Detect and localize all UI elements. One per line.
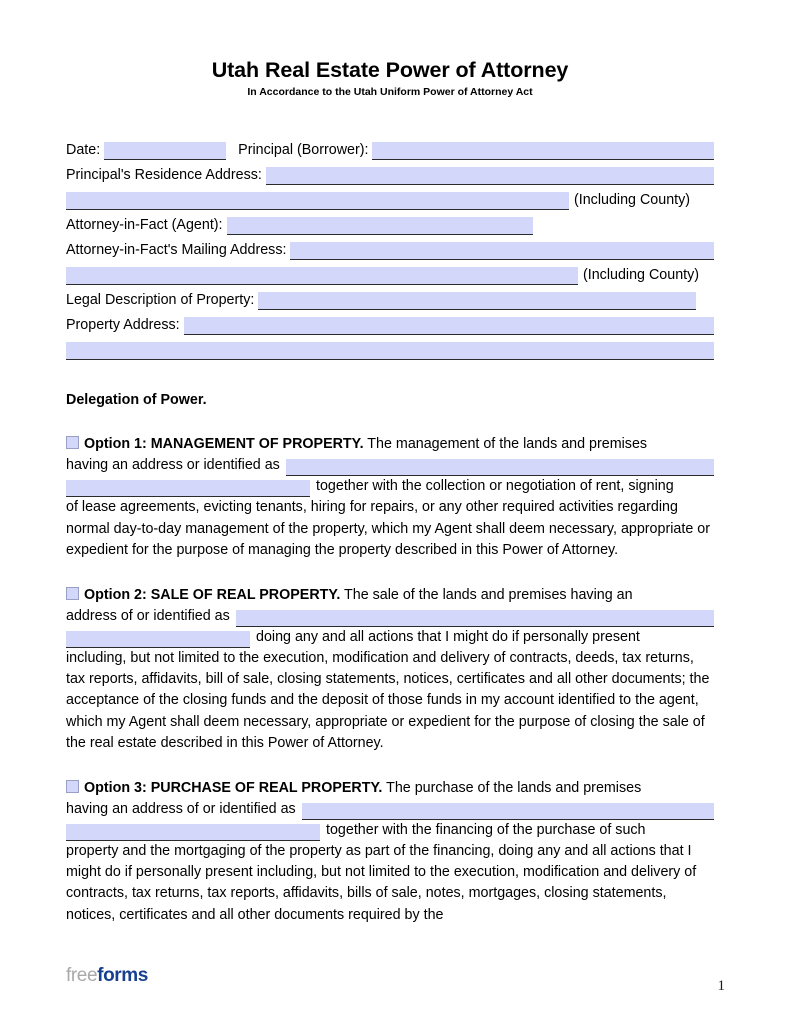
option-2-block — [66, 585, 714, 754]
option-2-third-line — [66, 627, 714, 648]
option-3-title: Option 3: PURCHASE OF REAL PROPERTY. — [84, 779, 383, 796]
option-3-first-line — [66, 778, 714, 799]
form-row-agent-mailing-2 — [66, 260, 714, 285]
freeforms-logo — [66, 964, 148, 988]
option-2-lead: The sale of the lands and premises having an — [340, 586, 633, 603]
option-3-checkbox[interactable] — [66, 780, 79, 793]
option-3-body: property and the mortgaging of the property as part of the financing, doing any and all actions that I might do if personally present including, but not limited to the execution, modification and delivery of contracts, tax returns, tax reports, affidavits, bills of sale, notes, mortgages, closing statements, notices, certificates and all other documents required by the — [66, 842, 697, 923]
page-subtitle: In Accordance to the Utah Uniform Power of Attorney Act — [247, 85, 533, 98]
title-block — [66, 0, 714, 98]
option-3-block — [66, 778, 714, 926]
option-2-address-input-line2[interactable] — [66, 631, 250, 648]
date-label: Date: — [66, 142, 101, 159]
principal-input[interactable] — [372, 142, 714, 160]
option-3-line2-text: having an address of or identified as — [66, 800, 296, 817]
form-fields-block — [66, 135, 714, 360]
option-1-address-input-line2[interactable] — [66, 480, 310, 497]
legal-description-input[interactable] — [258, 292, 696, 310]
form-row-residence-address-2 — [66, 185, 714, 210]
option-1-second-line — [66, 455, 714, 476]
option-3-lead: The purchase of the lands and premises — [382, 779, 642, 796]
option-1-address-input[interactable] — [286, 459, 714, 476]
form-row-legal-description — [66, 285, 714, 310]
form-row-residence-address — [66, 160, 714, 185]
form-row-date-principal — [66, 135, 714, 160]
option-2-address-input[interactable] — [236, 610, 714, 627]
principal-label: Principal (Borrower): — [238, 142, 369, 159]
agent-mailing-input[interactable] — [290, 242, 714, 260]
option-1-title: Option 1: MANAGEMENT OF PROPERTY. — [84, 436, 364, 453]
logo-text-free: free — [66, 965, 98, 986]
page-footer — [66, 964, 725, 1004]
form-row-property-address — [66, 310, 714, 335]
option-2-body: including, but not limited to the execution, modification and delivery of contracts, deeds, tax returns, tax reports, affidavits, bill of sale, closing statements, notices, certificates and all other documents; the acceptance of the closing funds and the deposit of those funds in my account identified to the agent, which my Agent shall deem necessary, appropriate or expedient for the purpose of closing the sale of the real estate described in this Power of Attorney. — [66, 649, 710, 751]
including-county-note-2: (Including County) — [583, 267, 700, 284]
document-content — [66, 0, 714, 926]
residence-address-input[interactable] — [266, 167, 714, 185]
logo-text-forms: forms — [97, 965, 148, 986]
agent-label: Attorney-in-Fact (Agent): — [66, 217, 223, 234]
option-1-lead: The management of the lands and premises — [363, 436, 648, 453]
option-1-block — [66, 434, 714, 561]
legal-description-label: Legal Description of Property: — [66, 292, 255, 309]
option-1-headline — [66, 434, 647, 455]
option-2-line2-text: address of or identified as — [66, 607, 230, 624]
residence-address-label: Principal's Residence Address: — [66, 167, 262, 184]
option-2-checkbox[interactable] — [66, 587, 79, 600]
option-2-line3-text: doing any and all actions that I might do if personally present — [256, 628, 640, 645]
page-number: 1 — [717, 978, 725, 994]
property-address-input-line2[interactable] — [66, 342, 714, 360]
form-row-agent — [66, 210, 714, 235]
option-1-third-line — [66, 476, 714, 497]
delegation-of-power-heading: Delegation of Power. — [66, 392, 207, 409]
option-1-checkbox[interactable] — [66, 436, 79, 449]
option-1-line2-text: having an address or identified as — [66, 457, 280, 474]
option-1-body: of lease agreements, evicting tenants, hiring for repairs, or any other required activities regarding normal day-to-day management of the property, which my Agent shall deem necessary, appropriate or expedient for the purpose of managing the property described in this Power of Attorney. — [66, 499, 710, 558]
option-3-third-line — [66, 820, 714, 841]
agent-input[interactable] — [227, 217, 533, 235]
agent-mailing-label: Attorney-in-Fact's Mailing Address: — [66, 242, 287, 259]
option-3-address-input[interactable] — [302, 803, 714, 820]
agent-mailing-input-line2[interactable] — [66, 267, 578, 285]
option-1-line3-text: together with the collection or negotiation of rent, signing — [316, 478, 674, 495]
including-county-note-1: (Including County) — [574, 192, 691, 209]
property-address-input[interactable] — [184, 317, 714, 335]
residence-address-input-line2[interactable] — [66, 192, 569, 210]
option-2-second-line — [66, 606, 714, 627]
property-address-label: Property Address: — [66, 317, 180, 334]
option-3-second-line — [66, 799, 714, 820]
option-3-address-input-line2[interactable] — [66, 824, 320, 841]
option-2-first-line — [66, 585, 714, 606]
option-1-first-line — [66, 434, 714, 455]
option-3-line3-text: together with the financing of the purchase of such — [326, 821, 646, 838]
form-row-property-address-2 — [66, 335, 714, 360]
date-input[interactable] — [104, 142, 226, 160]
form-row-agent-mailing — [66, 235, 714, 260]
option-2-headline — [66, 585, 633, 606]
option-3-headline — [66, 778, 641, 799]
page-title: Utah Real Estate Power of Attorney — [211, 58, 569, 82]
option-2-title: Option 2: SALE OF REAL PROPERTY. — [84, 586, 341, 603]
